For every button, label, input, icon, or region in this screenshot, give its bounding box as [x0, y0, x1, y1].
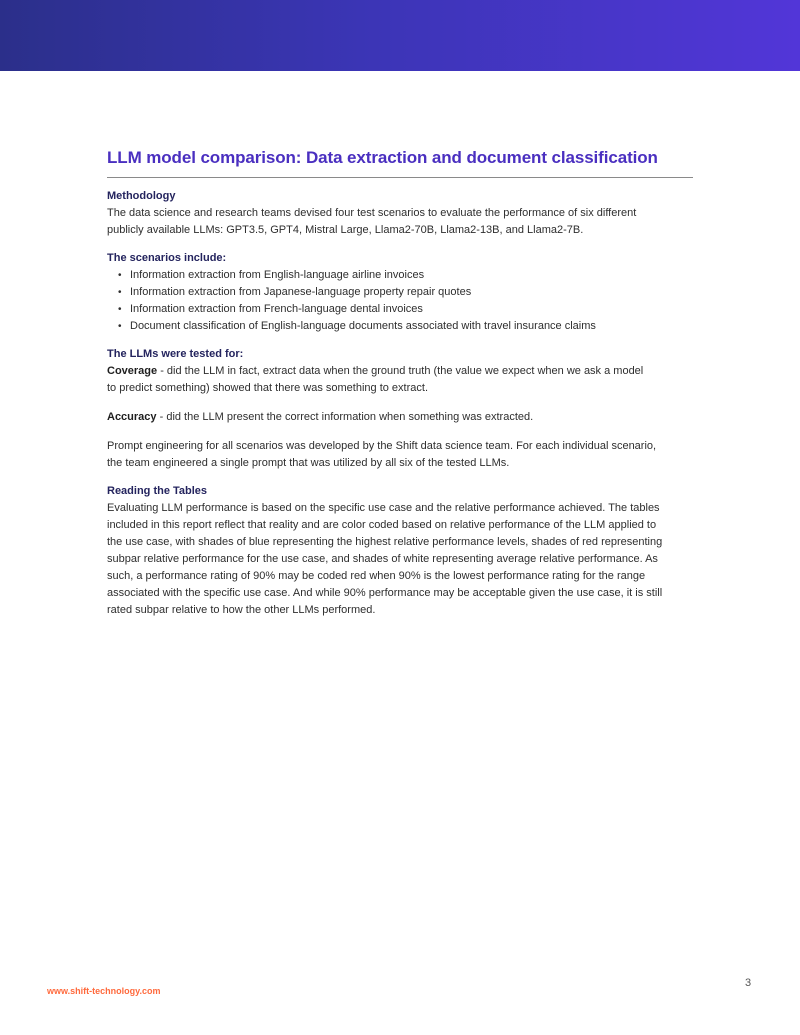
bullet-icon: • [118, 287, 122, 298]
prompt-line-1: Prompt engineering for all scenarios was developed by the Shift data science team. For each individual scenario, [107, 440, 657, 452]
list-item [118, 284, 693, 301]
reading-line-3: the use case, with shades of blue representing the highest relative performance levels, shades of red representing [107, 536, 663, 548]
coverage-line-2: to predict something) showed that there was something to extract. [107, 382, 428, 394]
methodology-line-1: The data science and research teams devised four test scenarios to evaluate the performance of six different [107, 207, 637, 219]
bullet-icon: • [118, 304, 122, 315]
tested-for-heading: The LLMs were tested for: [107, 348, 244, 360]
reading-line-7: rated subpar relative to how the other LLMs performed. [107, 604, 376, 616]
accuracy-text: - did the LLM present the correct information when something was extracted. [156, 411, 534, 423]
reading-line-2: included in this report reflect that reality and are color coded based on relative performance of the LLM applied to [107, 519, 657, 531]
methodology-section [107, 188, 693, 239]
footer-website-link[interactable]: www.shift-technology.com [47, 986, 161, 996]
scenario-text: Document classification of English-language documents associated with travel insurance claims [130, 320, 596, 332]
bullet-icon: • [118, 321, 122, 332]
reading-line-1: Evaluating LLM performance is based on the specific use case and the relative performance achieved. The tables [107, 502, 660, 514]
scenarios-heading: The scenarios include: [107, 252, 227, 264]
bullet-icon: • [118, 270, 122, 281]
list-item [118, 318, 693, 335]
methodology-line-2: publicly available LLMs: GPT3.5, GPT4, Mistral Large, Llama2-70B, Llama2-13B, and Llama2-7B. [107, 224, 584, 236]
coverage-line-1 [107, 363, 693, 380]
tested-for-section [107, 346, 693, 472]
title-divider [107, 177, 693, 178]
scenario-text: Information extraction from French-language dental invoices [130, 303, 423, 315]
reading-tables-heading: Reading the Tables [107, 485, 208, 497]
list-item [118, 301, 693, 318]
reading-line-5: such, a performance rating of 90% may be coded red when 90% is the lowest performance rating for the range [107, 570, 646, 582]
coverage-text: - did the LLM in fact, extract data when the ground truth (the value we expect when we ask a model [157, 365, 644, 377]
header-gradient-band [0, 0, 800, 71]
reading-line-6: associated with the specific use case. And while 90% performance may be acceptable given the use case, it is still [107, 587, 663, 599]
methodology-heading: Methodology [107, 190, 176, 202]
scenarios-section [107, 250, 693, 335]
main-content [107, 148, 693, 619]
page-number: 3 [745, 977, 752, 989]
list-item [118, 267, 693, 284]
accuracy-label: Accuracy [107, 411, 157, 423]
prompt-line-2: the team engineered a single prompt that was utilized by all six of the tested LLMs. [107, 457, 510, 469]
reading-tables-section [107, 483, 693, 619]
coverage-label: Coverage [107, 365, 158, 377]
scenario-text: Information extraction from Japanese-language property repair quotes [130, 286, 472, 298]
accuracy-line [107, 409, 693, 426]
reading-line-4: subpar relative performance for the use case, and shades of white representing average relative performance. As [107, 553, 658, 565]
scenarios-list [107, 267, 693, 335]
page-title: LLM model comparison: Data extraction and document classification [107, 148, 658, 167]
scenario-text: Information extraction from English-language airline invoices [130, 269, 425, 281]
